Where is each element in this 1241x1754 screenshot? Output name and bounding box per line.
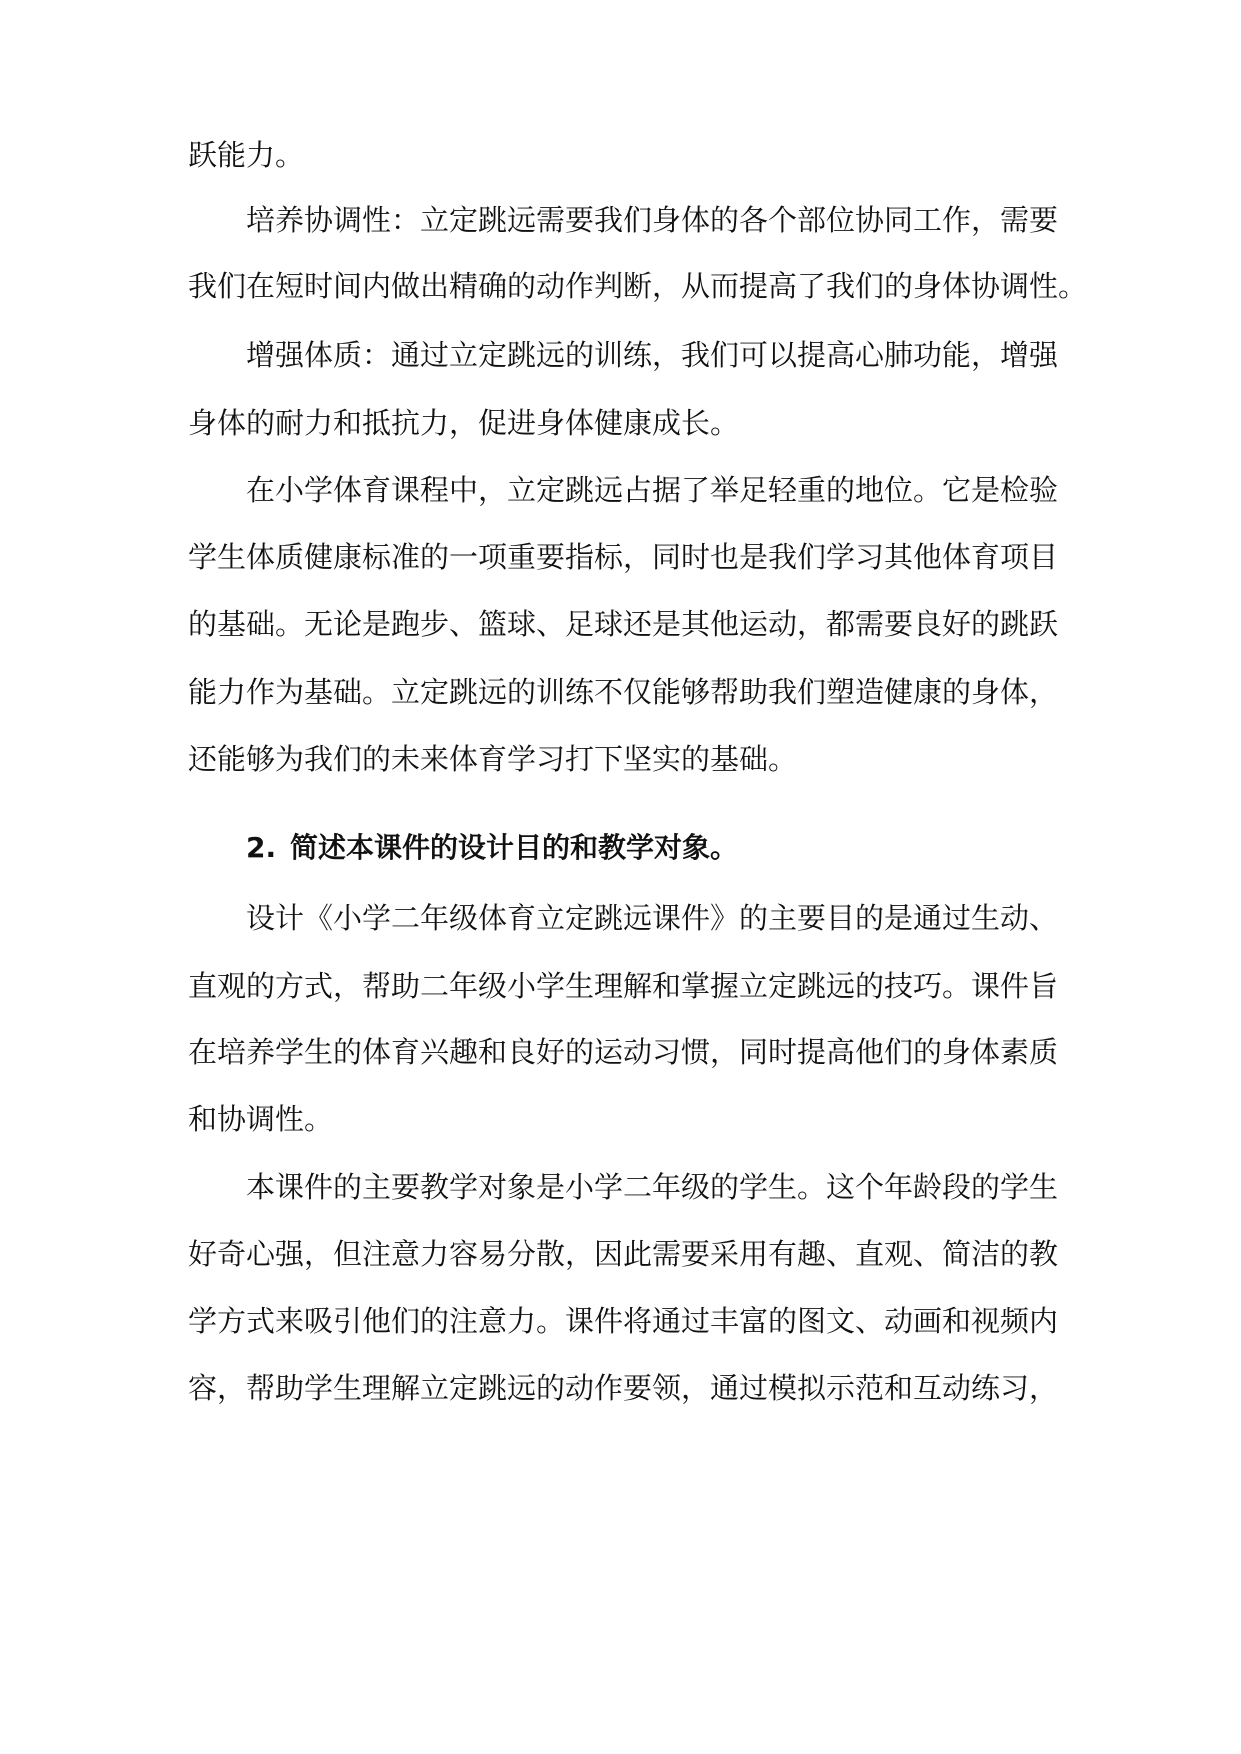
paragraph-line: 在小学体育课程中，立定跳远占据了举足轻重的地位。它是检验 bbox=[246, 473, 1059, 507]
paragraph-line: 学生体质健康标准的一项重要指标，同时也是我们学习其他体育项目 bbox=[188, 540, 1059, 574]
paragraph-line: 直观的方式，帮助二年级小学生理解和掌握立定跳远的技巧。课件旨 bbox=[188, 969, 1059, 1003]
paragraph-line: 设计《小学二年级体育立定跳远课件》的主要目的是通过生动、 bbox=[246, 901, 1059, 935]
paragraph-line: 的基础。无论是跑步、篮球、足球还是其他运动，都需要良好的跳跃 bbox=[188, 607, 1059, 641]
section-number: 2. bbox=[246, 831, 277, 864]
paragraph-line: 容，帮助学生理解立定跳远的动作要领，通过模拟示范和互动练习， bbox=[188, 1371, 1059, 1405]
paragraph-line: 跃能力。 bbox=[188, 138, 305, 172]
paragraph-line: 学方式来吸引他们的注意力。课件将通过丰富的图文、动画和视频内 bbox=[188, 1304, 1059, 1338]
paragraph-line: 和协调性。 bbox=[188, 1102, 334, 1136]
paragraph-line: 培养协调性：立定跳远需要我们身体的各个部位协同工作，需要 bbox=[246, 203, 1059, 237]
paragraph-line: 身体的耐力和抵抗力，促进身体健康成长。 bbox=[188, 406, 740, 440]
paragraph-line: 好奇心强，但注意力容易分散，因此需要采用有趣、直观、简洁的教 bbox=[188, 1237, 1059, 1271]
paragraph-line: 还能够为我们的未来体育学习打下坚实的基础。 bbox=[188, 742, 798, 776]
section-title: 简述本课件的设计目的和教学对象。 bbox=[290, 831, 739, 864]
paragraph-line: 本课件的主要教学对象是小学二年级的学生。这个年龄段的学生 bbox=[246, 1170, 1059, 1204]
paragraph-line: 增强体质：通过立定跳远的训练，我们可以提高心肺功能，增强 bbox=[246, 338, 1059, 372]
paragraph-line: 我们在短时间内做出精确的动作判断，从而提高了我们的身体协调性。 bbox=[188, 269, 1088, 303]
paragraph-line: 在培养学生的体育兴趣和良好的运动习惯，同时提高他们的身体素质 bbox=[188, 1035, 1059, 1069]
paragraph-line: 能力作为基础。立定跳远的训练不仅能够帮助我们塑造健康的身体， bbox=[188, 675, 1059, 709]
section-heading bbox=[246, 828, 738, 868]
